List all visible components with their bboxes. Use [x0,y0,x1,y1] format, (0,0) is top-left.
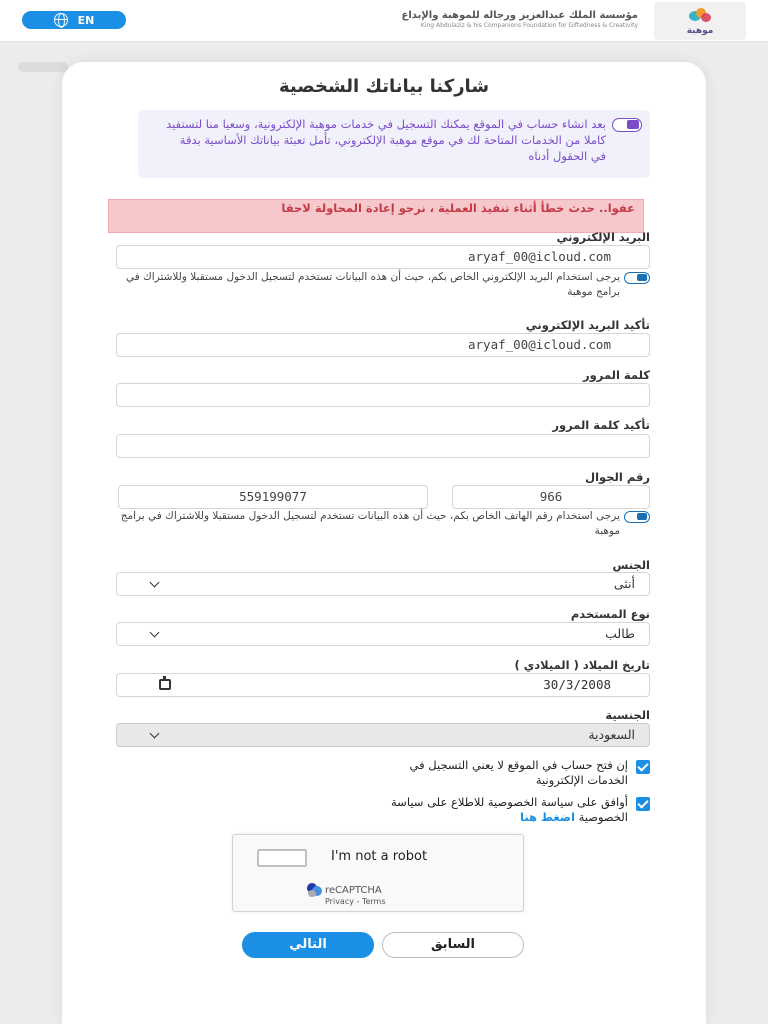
birthdate-value: 30/3/2008 [543,677,611,692]
privacy-policy-row [150,795,650,825]
background-decoration [18,62,68,72]
email-hint-text: يرجى استخدام البريد الإلكتروني الخاص بكم، حيث أن هذه البيانات تستخدم لتسجيل الدخول مستقبلا وللاشتراك في برامج موهبة [125,271,620,298]
chevron-down-icon [150,578,160,588]
email-label: البريد الإلكتروني [556,230,650,244]
country-code-field[interactable]: 966 [452,485,650,509]
email-hint [116,270,650,300]
birthdate-label: تاريخ الميلاد ( الميلادي ) [514,658,650,672]
logo[interactable] [654,2,746,40]
confirm-password-label: تأكيد كلمة المرور [552,418,650,432]
account-notice-checkbox[interactable] [636,760,650,774]
confirm-password-field[interactable] [116,434,650,458]
registration-card [62,62,706,1024]
nationality-label: الجنسية [605,708,650,722]
chevron-down-icon [150,628,160,638]
account-notice-text: إن فتح حساب في الموقع لا يعني التسجيل في الخدمات الإلكترونية [409,758,628,787]
language-label: EN [77,13,95,27]
next-button[interactable]: التالي [242,932,374,958]
nationality-select[interactable] [116,723,650,747]
info-icon [624,511,650,523]
previous-button[interactable]: السابق [382,932,524,958]
user-type-label: نوع المستخدم [570,607,650,621]
mobile-number-field[interactable]: 559199077 [118,485,428,509]
privacy-policy-text: أوافق على سياسة الخصوصية للاطلاع على سياسة الخصوصية اضغط هنا [391,795,628,824]
user-type-select[interactable] [116,622,650,646]
org-name [338,10,638,29]
mobile-label: رقم الجوال [585,470,650,484]
logo-text: موهبة [686,25,714,36]
nationality-value: السعودية [588,727,635,742]
privacy-policy-checkbox[interactable] [636,797,650,811]
password-label: كلمة المرور [583,368,650,382]
birthdate-field[interactable] [116,673,650,697]
chevron-down-icon [150,729,160,739]
info-box [138,110,650,178]
recaptcha-label: I'm not a robot [331,849,428,864]
mobile-hint [116,509,650,539]
gender-select[interactable] [116,572,650,596]
gender-value: أنثى [613,576,635,591]
globe-icon [54,13,68,27]
info-icon [624,272,650,284]
recaptcha-icon [307,883,323,897]
language-toggle[interactable] [22,11,126,29]
page-title: شاركنا بياناتك الشخصية [278,76,490,97]
info-text: بعد انشاء حساب في الموقع يمكنك التسجيل في خدمات موهبة الإلكترونية، وسعيا منا لتستفيد كاملا من الخدمات المتاحة لك في موقع موهبة الإلكتروني، تأمل تعبئة بياناتك الأساسية بدقة في الحقول أدناه [166,117,606,163]
email-field[interactable]: aryaf_00@icloud.com [116,245,650,269]
mobile-hint-text: يرجى استخدام رقم الهاتف الخاص بكم، حيث أن هذه البيانات تستخدم لتسجيل الدخول مستقبلا وللاشتراك في برامج موهبة [120,510,620,537]
confirm-email-label: تأكيد البريد الإلكتروني [525,318,650,332]
confirm-email-field[interactable]: aryaf_00@icloud.com [116,333,650,357]
info-icon [612,118,642,132]
recaptcha-brand: reCAPTCHA [325,885,382,896]
org-name-arabic: مؤسسة الملك عبدالعزيز ورجاله للموهبة والإبداع [401,10,638,21]
account-notice-row [150,758,650,788]
recaptcha-checkbox[interactable] [257,849,307,867]
privacy-policy-link[interactable]: اضغط هنا [520,810,575,824]
calendar-icon[interactable] [159,679,171,690]
org-name-english: King Abdulaziz & his Companions Foundation for Giftedness & Creativity [420,22,638,29]
password-field[interactable] [116,383,650,407]
mawhiba-logo-icon [687,7,713,25]
recaptcha-widget [232,834,524,912]
gender-label: الجنس [612,558,650,572]
user-type-value: طالب [605,626,635,641]
error-message: عفوا.. حدث خطأ أثناء تنفيذ العملية ، نرجو إعادة المحاولة لاحقا [108,199,644,233]
top-bar [0,0,768,42]
recaptcha-links[interactable]: Privacy - Terms [325,897,386,906]
